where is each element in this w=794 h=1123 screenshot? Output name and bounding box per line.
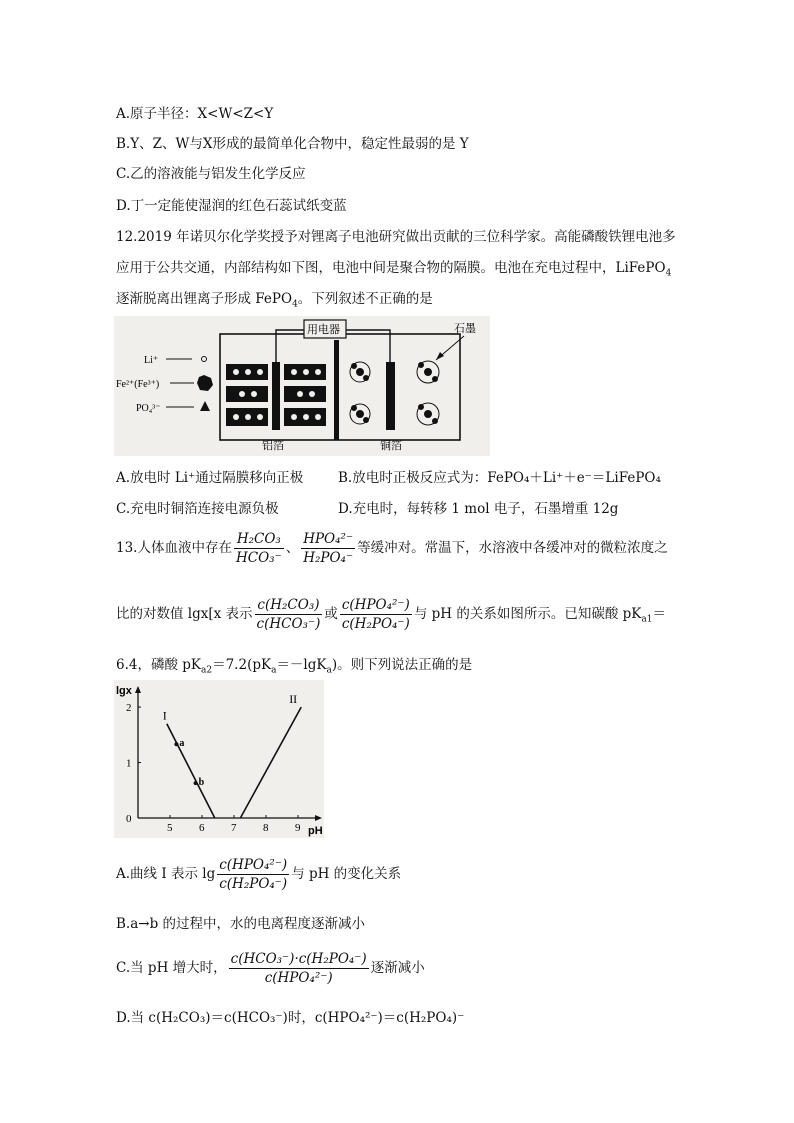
cu-foil-label: 铜箔 xyxy=(380,439,402,452)
x-tick-label: 5 xyxy=(167,822,173,834)
x-tick-label: 6 xyxy=(199,822,205,834)
q12-option-d: D.充电时，每转移 1 mol 电子，石墨增重 12g xyxy=(338,501,619,517)
q11-option-d: D.丁一定能使湿润的红色石蕊试纸变蓝 xyxy=(116,198,347,214)
polymer-separator xyxy=(334,340,339,440)
q13-option-d: D.当 c(H₂CO₃)＝c(HCO₃⁻)时，c(HPO₄²⁻)＝c(H₂PO₄)⁻ xyxy=(116,1010,465,1026)
q11-option-b: B.Y、Z、W与X形成的最简单化合物中，稳定性最弱的是 Y xyxy=(116,136,469,152)
q12-option-c: C.充电时铜箔连接电源负极 xyxy=(116,501,279,517)
data-point-label-b: b xyxy=(198,777,205,789)
copper-foil-electrode xyxy=(386,362,395,430)
q13-option-c: C.当 pH 增大时， $\frac{\text{c(HCO₃⁻)·c(H₂PO₄⁻)}}{\text{c(HPO₄²⁻)}}$ 逐渐减小 xyxy=(116,951,425,986)
fraction-option-c: $\frac{\text{c(HCO₃⁻)·c(H₂PO₄⁻)}}{\text{c(HPO₄²⁻)}}$ xyxy=(230,951,367,986)
fraction-h2co3-hco3: $\frac{\text{H₂CO₃}}{\text{HCO₃⁻}}$ xyxy=(235,531,282,566)
aluminum-foil-electrode xyxy=(272,362,280,430)
q12-option-a: A.放电时 Li⁺通过隔膜移向正极 xyxy=(116,470,304,486)
battery-diagram xyxy=(114,316,490,456)
x-tick-label: 7 xyxy=(231,822,237,834)
q13-stem-line1: 13.人体血液中存在 $\frac{\text{H₂CO₃}}{\text{HCO₃⁻}}$ 、 $\frac{\text{HPO₄²⁻}}{\text{H₂PO₄⁻}}$ 等缓冲对。常温下，水溶液中各缓冲对的微粒浓度之 xyxy=(116,531,668,566)
q11-option-c: C.乙的溶液能与铝发生化学反应 xyxy=(116,166,306,182)
q13-stem-line3: 6.4，磷酸 $pK_{a2}=7.2(pK_a=-\lg K_a)$。则下列说法正确的是 xyxy=(116,657,473,676)
data-point-label-a: a xyxy=(179,738,185,750)
data-point-b xyxy=(194,781,198,785)
x-axis-label: pH xyxy=(308,825,323,837)
y-tick-label: 2 xyxy=(126,702,132,715)
series-label-2: II xyxy=(289,692,298,707)
fraction-c-h2co3: $\frac{\text{c(H₂CO₃)}}{\text{c(HCO₃⁻)}}$ xyxy=(256,597,321,632)
al-foil-label: 铝箔 xyxy=(262,439,284,452)
legend-fe-label: Fe²⁺(Fe³⁺) xyxy=(116,379,160,390)
fraction-option-a: $\frac{\text{c(HPO₄²⁻)}}{\text{c(H₂PO₄⁻)}}$ xyxy=(219,857,288,892)
q11-option-a: A.原子半径：X<W<Z<Y xyxy=(116,106,274,122)
fraction-c-hpo4: $\frac{\text{c(HPO₄²⁻)}}{\text{c(H₂PO₄⁻)}}$ xyxy=(341,597,410,632)
q12-option-b: B.放电时正极反应式为：FePO₄＋Li⁺＋e⁻＝LiFePO₄ xyxy=(338,470,661,486)
q12-stem-line3: 逐渐脱离出锂离子形成 FePO$_4$。下列叙述不正确的是 xyxy=(116,291,433,310)
data-point-a xyxy=(174,742,178,746)
y-axis-label: lgx xyxy=(116,685,132,697)
y-tick-label: 1 xyxy=(126,757,132,770)
legend-li-label: Li⁺ xyxy=(144,355,159,366)
q13-option-a: A.曲线 I 表示 lg $\frac{\text{c(HPO₄²⁻)}}{\text{c(H₂PO₄⁻)}}$ 与 pH 的变化关系 xyxy=(116,857,402,892)
lgx-ph-chart xyxy=(114,680,324,838)
graphite-label: 石墨 xyxy=(454,322,476,335)
x-tick-label: 8 xyxy=(263,822,269,834)
device-label: 用电器 xyxy=(307,323,340,336)
q12-stem-line2: 应用于公共交通，内部结构如下图，电池中间是聚合物的隔膜。电池在充电过程中，LiFePO$_4$ xyxy=(116,260,672,279)
fraction-hpo4-h2po4: $\frac{\text{HPO₄²⁻}}{\text{H₂PO₄⁻}}$ xyxy=(303,531,354,566)
y-tick-label: 0 xyxy=(126,813,132,825)
x-tick-label: 9 xyxy=(295,822,301,834)
series-label-1: I xyxy=(162,708,167,723)
q13-stem-line2: 比的对数值 lgx[x 表示 $\frac{\text{c(H₂CO₃)}}{\text{c(HCO₃⁻)}}$ 或 $\frac{\text{c(HPO₄²⁻)}}{\text{c(H₂PO₄⁻)}}$ 与 pH 的关系如图所示。已知碳酸 $pK_{a1}=$ xyxy=(116,597,666,632)
q12-stem-line1: 12.2019 年诺贝尔化学奖授予对锂离子电池研究做出贡献的三位科学家。高能磷酸铁锂电池多 xyxy=(116,229,676,245)
q13-option-b: B.a→b 的过程中，水的电离程度逐渐减小 xyxy=(116,916,366,932)
legend-po4-label: PO₄³⁻ xyxy=(136,403,161,414)
